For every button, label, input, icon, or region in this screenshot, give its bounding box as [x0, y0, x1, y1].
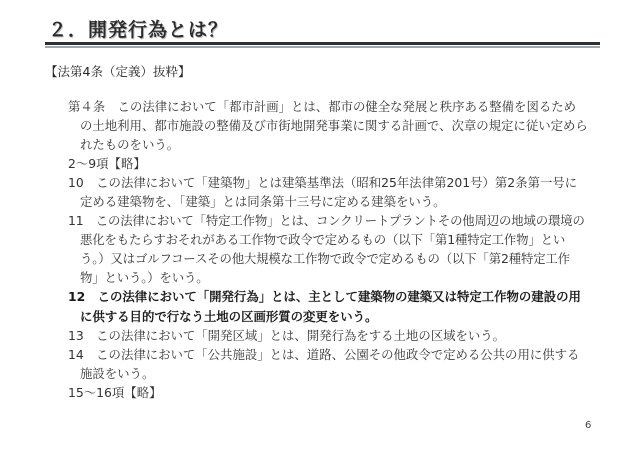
item-10-paragraph: 10 この法律において「建築物」とは建築基準法（昭和25年法律第201号）第2条第一号に定める建築物を、「建築」とは同条第十三号に定める建築をいう。: [68, 175, 578, 210]
item-11-paragraph: 11 この法律において「特定工作物」とは、コンクリートプラントその他周辺の地域の環境の悪化をもたらすおそれがある工作物で政令で定めるもの（以下「第1種特定工作物」という。）又はゴルフコースその他大規模な工作物で政令で定めるもの（以下「第2種特定工作物」という。）をいう。: [68, 213, 585, 286]
title-underline-light: [45, 46, 600, 48]
item-14-paragraph: 14 この法律において「公共施設」とは、道路、公園その他政令で定める公共の用に供する施設をいう。: [68, 346, 580, 381]
page-title: ２．開発行為とは？: [48, 19, 229, 41]
title-underline-dark: [45, 42, 600, 45]
article-4-paragraph: 第４条 この法律において「都市計画」とは、都市の健全な発展と秩序ある整備を図るための土地利用、都市施設の整備及び市街地開発事業に関する計画で、次章の規定に従い定められたものをいう。: [68, 99, 588, 153]
items-2-9-omitted: 2～9項【略】: [68, 156, 146, 172]
item-13-paragraph: 13 この法律において「開発区域」とは、開発行為をする土地の区域をいう。: [68, 327, 506, 343]
item-12-paragraph: 12 この法律において「開発行為」とは、主として建築物の建築又は特定工作物の建設の用に供する目的で行なう土地の区画形質の変更をいう。: [68, 289, 581, 324]
items-15-16-omitted: 15～16項【略】: [68, 384, 162, 400]
page-number: 6: [585, 420, 592, 431]
section-subtitle: 【法第4条（定義）抜粋】: [45, 64, 191, 79]
law-text-body: [68, 97, 588, 402]
